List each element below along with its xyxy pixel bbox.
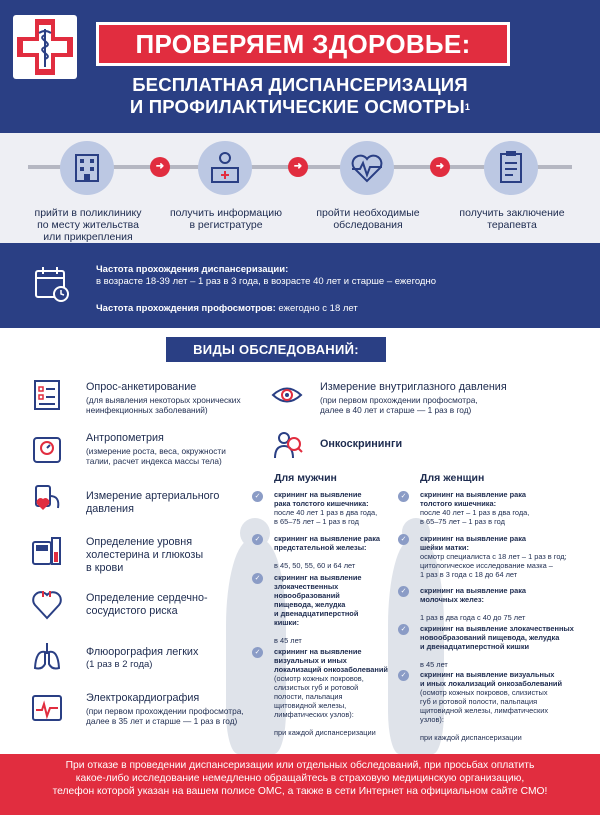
item-anthropometry <box>86 432 226 466</box>
men-prostate-b2: предстательной железы: <box>274 543 367 552</box>
arrow-right-icon: ➜ <box>430 157 450 177</box>
item-cardio-risk-title-2: сосудистого риска <box>86 605 178 617</box>
check-icon: ✓ <box>398 586 409 597</box>
item-fluorography <box>86 646 198 670</box>
item-fluorography-sub: (1 раз в 2 года) <box>86 659 153 670</box>
men-gastro-b3: новообразований <box>274 591 340 600</box>
men-visual-b1: скрининг на выявление <box>274 647 362 656</box>
onco-screening-icon <box>272 428 304 460</box>
medical-cross-logo-icon <box>13 15 77 79</box>
women-breast-b1: скрининг на выявление рака <box>420 586 527 595</box>
lungs-icon <box>30 640 64 674</box>
subtitle-line-1: БЕСПЛАТНАЯ ДИСПАНСЕРИЗАЦИЯ <box>132 74 468 95</box>
step-label-3 <box>298 207 438 231</box>
men-gastro-t1: в 45 лет <box>274 636 302 645</box>
women-header: Для женщин <box>420 472 485 484</box>
checkup-frequency-text: ежегодно с 18 лет <box>275 303 358 314</box>
women-cervical-t1: осмотр специалиста с 18 лет – 1 раз в год; <box>420 552 567 561</box>
men-gastro-b5: и двенадцатиперстной <box>274 609 359 618</box>
women-colon-t1: после 40 лет – 1 раз в два года, <box>420 508 530 517</box>
step-3-line-2: обследования <box>333 219 403 231</box>
check-icon: ✓ <box>398 534 409 545</box>
dispensary-frequency-text: в возрасте 18-39 лет – 1 раз в 3 года, в возрасте 40 лет и старше – ежегодно <box>96 276 436 287</box>
men-prostate-b1: скрининг на выявление рака <box>274 534 381 543</box>
item-questionnaire-title: Опрос-анкетирование <box>86 381 197 393</box>
item-ecg-title: Электрокардиография <box>86 692 200 704</box>
item-cardio-risk-title: Определение сердечно- <box>86 592 208 604</box>
questionnaire-icon <box>30 378 64 412</box>
women-screening-gastro <box>420 624 595 669</box>
women-visual-b2: и иных локализаций онкозаболеваний <box>420 679 563 688</box>
arrow-right-icon: ➜ <box>150 157 170 177</box>
check-icon: ✓ <box>252 534 263 545</box>
check-icon: ✓ <box>398 624 409 635</box>
heart-pulse-icon <box>340 141 394 195</box>
men-gastro-b6: кишки: <box>274 618 300 627</box>
step-2-line-1: получить информацию <box>170 207 282 219</box>
item-ecg <box>86 692 244 726</box>
check-icon: ✓ <box>252 491 263 502</box>
women-colon-b1: скрининг на выявление рака <box>420 490 527 499</box>
women-cervical-b2: шейки матки: <box>420 543 469 552</box>
item-cholesterol-title: Определение уровня <box>86 536 193 548</box>
page-title: ПРОВЕРЯЕМ ЗДОРОВЬЕ: <box>135 28 471 59</box>
men-prostate-t1: в 45, 50, 55, 60 и 64 лет <box>274 561 356 570</box>
women-visual-t3: щитовидной железы, лимфатических <box>420 706 549 715</box>
step-4-line-2: терапевта <box>487 219 537 231</box>
title-banner <box>96 22 510 66</box>
men-visual-b3: локализаций онкозаболеваний <box>274 665 388 674</box>
women-visual-t4: узлов): <box>420 715 444 724</box>
item-questionnaire <box>86 381 241 415</box>
men-visual-t5: лимфатических узлов): <box>274 710 354 719</box>
item-anthropometry-sub-1: (измерение роста, веса, окружности <box>86 446 226 456</box>
step-1-line-2: по месту жительства <box>37 219 139 231</box>
step-3-line-1: пройти необходимые <box>316 207 420 219</box>
women-visual-t5: при каждой диспансеризации <box>420 733 522 742</box>
steps-section <box>0 133 600 243</box>
item-blood-pressure <box>86 490 219 516</box>
women-cervical-b1: скрининг на выявление рака <box>420 534 527 543</box>
step-2-line-2: в регистратуре <box>189 219 263 231</box>
item-eye-pressure-sub-2: далее в 40 лет и старше — 1 раз в год) <box>320 405 472 415</box>
item-cholesterol <box>86 536 203 575</box>
item-cardio-risk <box>86 592 208 618</box>
clipboard-icon <box>484 141 538 195</box>
item-eye-pressure <box>320 381 507 415</box>
item-eye-pressure-sub-1: (при первом прохождении профосмотра, <box>320 395 478 405</box>
step-label-2 <box>156 207 296 231</box>
women-screening-breast <box>420 586 590 622</box>
eye-icon <box>270 378 304 412</box>
onco-title: Онкоскрининги <box>320 438 403 450</box>
step-label-1 <box>18 207 158 243</box>
item-anthropometry-sub-2: талии, расчет индекса массы тела) <box>86 456 222 466</box>
item-questionnaire-sub-2: неинфекционных заболеваний) <box>86 405 208 415</box>
subtitle-line-2-text: И ПРОФИЛАКТИЧЕСКИЕ ОСМОТРЫ <box>129 96 465 117</box>
women-gastro-t1: в 45 лет <box>420 660 448 669</box>
men-header: Для мужчин <box>274 472 337 484</box>
women-breast-t1: 1 раз в два года с 40 до 75 лет <box>420 613 526 622</box>
women-cervical-t3: 1 раз в 3 года с 18 до 64 лет <box>420 570 518 579</box>
item-cholesterol-title-2: холестерина и глюкозы <box>86 549 204 561</box>
scale-icon <box>30 432 64 466</box>
men-gastro-b4: пищевода, желудка <box>274 600 346 609</box>
check-icon: ✓ <box>398 491 409 502</box>
men-visual-t6: при каждой диспансеризации <box>274 728 376 737</box>
women-gastro-b2: новообразований пищевода, желудка <box>420 633 560 642</box>
women-gastro-b3: и двенадцатиперстной кишки <box>420 642 530 651</box>
item-ecg-sub-1: (при первом прохождении профосмотра, <box>86 706 244 716</box>
footer-line-3: телефон которой указан на вашем полисе ОМС, а также в сети Интернет на официальном сайте СМО! <box>52 786 548 797</box>
men-colon-b1: скрининг на выявление <box>274 490 362 499</box>
check-icon: ✓ <box>252 573 263 584</box>
footnote-mark: 1 <box>464 102 471 112</box>
frequency-section <box>0 243 600 328</box>
men-visual-t1: (осмотр кожных покровов, <box>274 674 364 683</box>
men-gastro-b2: злокачественных <box>274 582 339 591</box>
heart-icon <box>30 588 64 622</box>
item-blood-pressure-title-2: давления <box>86 503 134 515</box>
check-icon: ✓ <box>252 647 263 658</box>
ecg-icon <box>30 690 64 724</box>
women-visual-t2: губ и ротовой полости, пальпация <box>420 697 538 706</box>
men-visual-t2: слизистых губ и ротовой <box>274 683 359 692</box>
women-colon-t2: в 65–75 лет – 1 раз в год <box>420 517 505 526</box>
dispensary-frequency-label <box>96 264 288 275</box>
women-screening-visual <box>420 670 595 742</box>
item-blood-pressure-title: Измерение артериального <box>86 490 220 502</box>
women-breast-b2: молочных желез: <box>420 595 484 604</box>
blood-pressure-icon <box>30 482 64 516</box>
step-label-4 <box>442 207 582 231</box>
step-4-line-1: получить заключение <box>459 207 565 219</box>
item-questionnaire-sub-1: (для выявления некоторых хронических <box>86 395 241 405</box>
women-gastro-b1: скрининг на выявление злокачественных <box>420 624 574 633</box>
men-visual-b2: визуальных и иных <box>274 656 347 665</box>
step-1-line-3: или прикрепления <box>43 231 133 243</box>
item-eye-pressure-title: Измерение внутриглазного давления <box>320 381 507 393</box>
footer-line-1: При отказе в проведении диспансеризации или отдельных обследований, при просьбах оплатить <box>65 760 535 771</box>
calendar-clock-icon <box>34 265 70 303</box>
types-title: ВИДЫ ОБСЛЕДОВАНИЙ: <box>166 337 386 362</box>
arrow-right-icon: ➜ <box>288 157 308 177</box>
item-fluorography-title: Флюорография легких <box>86 646 199 658</box>
header <box>0 0 600 133</box>
men-visual-t3: полости, пальпация <box>274 692 343 701</box>
women-visual-b1: скрининг на выявление визуальных <box>420 670 555 679</box>
checkup-frequency <box>96 303 358 314</box>
women-colon-b2: толстого кишечника: <box>420 499 497 508</box>
subtitle <box>70 74 530 118</box>
women-cervical-t2: цитологическое исследование мазка – <box>420 561 553 570</box>
glucometer-icon <box>30 534 64 568</box>
subtitle-line-2 <box>70 96 530 118</box>
men-screening-visual <box>274 647 424 737</box>
women-visual-t1: (осмотр кожных покровов, слизистых <box>420 688 548 697</box>
registry-desk-icon <box>198 141 252 195</box>
footer-warning <box>0 754 600 815</box>
item-cholesterol-title-3: в крови <box>86 562 124 574</box>
footer-line-2: какое-либо исследование немедленно обращайтесь в страховую медицинскую организацию, <box>75 773 525 784</box>
men-colon-b2: рака толстого кишечника: <box>274 499 369 508</box>
women-screening-cervical <box>420 534 595 579</box>
men-gastro-b1: скрининг на выявление <box>274 573 362 582</box>
clinic-building-icon <box>60 141 114 195</box>
dispensary-frequency-title: Частота прохождения диспансеризации: <box>96 264 289 275</box>
men-visual-t4: щитовидной железы, <box>274 701 347 710</box>
check-icon: ✓ <box>398 670 409 681</box>
checkup-frequency-title: Частота прохождения профосмотров: <box>96 303 276 314</box>
item-anthropometry-title: Антропометрия <box>86 432 164 444</box>
step-1-line-1: прийти в поликлинику <box>34 207 142 219</box>
men-colon-t2: в 65–75 лет – 1 раз в год <box>274 517 359 526</box>
item-ecg-sub-2: далее в 35 лет и старше — 1 раз в год) <box>86 716 238 726</box>
women-screening-colon <box>420 490 590 526</box>
men-colon-t1: после 40 лет 1 раз в два года, <box>274 508 378 517</box>
